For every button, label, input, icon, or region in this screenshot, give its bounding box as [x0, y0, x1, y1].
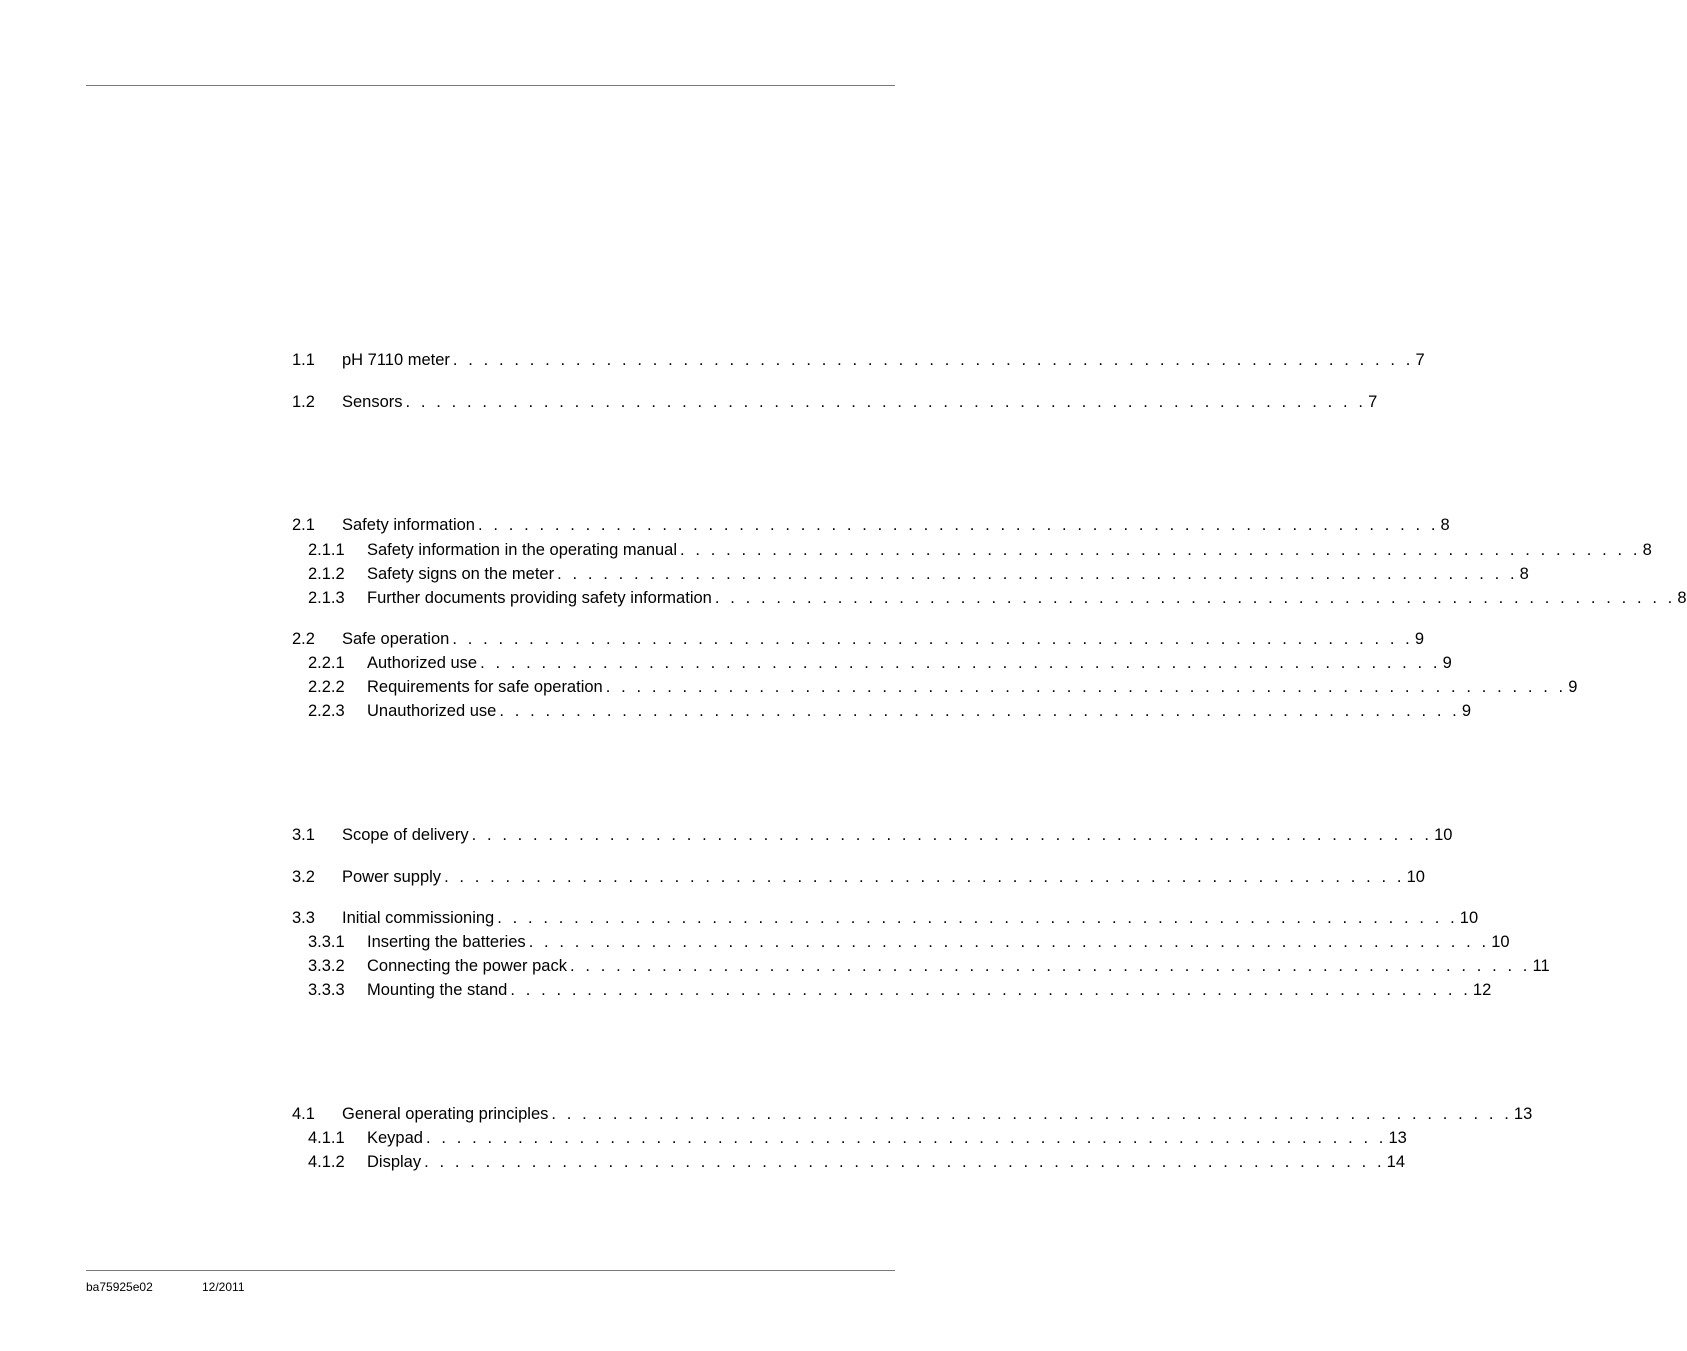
toc-entry-title: Sensors — [342, 393, 403, 411]
toc-entry-number: 2.2.2 — [308, 678, 345, 696]
toc-entry-number: 2.1.1 — [308, 541, 345, 559]
toc-entry-page: 10 — [1459, 909, 1479, 927]
toc-entry[interactable] — [292, 349, 1425, 371]
toc-leader-dots: . . . . . . . . . . . . . . . . . . . . . . . . . . . . . . . . . . . . . . . . . . . . . . . . . . . . . . . . . . . . . . . — [424, 1153, 1385, 1171]
toc-entry-page: 8 — [1519, 565, 1529, 583]
toc-leader-dots: . . . . . . . . . . . . . . . . . . . . . . . . . . . . . . . . . . . . . . . . . . . . . . . . . . . . . . . . . . . . . . . — [557, 565, 1518, 583]
toc-entry-number: 3.3.1 — [308, 933, 345, 951]
toc-entry[interactable] — [292, 1127, 1407, 1149]
toc-entry-title: Safety information — [342, 516, 475, 534]
toc-entry-title: Safety signs on the meter — [367, 565, 555, 583]
toc-entry-page: 11 — [1532, 957, 1550, 975]
toc-entry-title: Further documents providing safety information — [367, 589, 712, 607]
toc-entry[interactable] — [292, 1103, 1533, 1125]
toc-leader-dots: . . . . . . . . . . . . . . . . . . . . . . . . . . . . . . . . . . . . . . . . . . . . . . . . . . . . . . . . . . . . . . . — [425, 1129, 1387, 1147]
toc-entry-number: 3.3.2 — [308, 957, 345, 975]
toc-entry-title: Unauthorized use — [367, 702, 497, 720]
toc-leader-dots: . . . . . . . . . . . . . . . . . . . . . . . . . . . . . . . . . . . . . . . . . . . . . . . . . . . . . . . . . . . . . . . — [680, 541, 1641, 559]
toc-entry-page: 8 — [1642, 541, 1652, 559]
toc-entry-title: Inserting the batteries — [367, 933, 526, 951]
toc-entry[interactable] — [292, 628, 1425, 650]
toc-entry-title: Mounting the stand — [367, 981, 508, 999]
toc-entry-page: 13 — [1513, 1105, 1533, 1123]
toc-entry-title: Authorized use — [367, 654, 478, 672]
toc-entry[interactable] — [292, 676, 1578, 698]
toc-leader-dots: . . . . . . . . . . . . . . . . . . . . . . . . . . . . . . . . . . . . . . . . . . . . . . . . . . . . . . . . . . . . . . . — [551, 1105, 1512, 1123]
toc-leader-dots: . . . . . . . . . . . . . . . . . . . . . . . . . . . . . . . . . . . . . . . . . . . . . . . . . . . . . . . . . . . . . . . — [714, 589, 1676, 607]
toc-entry-title: Scope of delivery — [342, 826, 469, 844]
toc-entry-number: 4.1 — [292, 1105, 315, 1123]
toc-entry-number: 4.1.2 — [308, 1153, 345, 1171]
toc-entry-title: Keypad — [367, 1129, 423, 1147]
toc-entry-page: 8 — [1677, 589, 1687, 607]
toc-entry[interactable] — [292, 391, 1378, 413]
toc-entry-number: 3.1 — [292, 826, 315, 844]
toc-entry-number: 1.2 — [292, 393, 315, 411]
footer-date: 12/2011 — [202, 1280, 245, 1294]
toc-entry-page: 9 — [1461, 702, 1472, 720]
toc-leader-dots: . . . . . . . . . . . . . . . . . . . . . . . . . . . . . . . . . . . . . . . . . . . . . . . . . . . . . . . . . . . . . . . — [480, 654, 1441, 672]
toc-entry[interactable] — [292, 907, 1479, 929]
toc-entry-number: 2.2.1 — [308, 654, 345, 672]
toc-entry-title: pH 7110 meter — [342, 351, 450, 369]
toc-entry-page: 8 — [1440, 516, 1450, 534]
toc-entry-number: 2.1.3 — [308, 589, 345, 607]
toc-entry-page: 10 — [1434, 826, 1453, 844]
toc-entry-title: Initial commissioning — [342, 909, 495, 927]
toc-entry-number: 4.1.1 — [308, 1129, 345, 1147]
toc-entry-page: 14 — [1386, 1153, 1405, 1171]
toc-entry-title: Power supply — [342, 868, 442, 886]
toc-entry-title: Connecting the power pack — [367, 957, 567, 975]
toc-leader-dots: . . . . . . . . . . . . . . . . . . . . . . . . . . . . . . . . . . . . . . . . . . . . . . . . . . . . . . . . . . . . . . . — [444, 868, 1405, 886]
toc-entry-number: 3.2 — [292, 868, 315, 886]
footer-doc-id: ba75925e02 — [86, 1280, 153, 1294]
toc-leader-dots: . . . . . . . . . . . . . . . . . . . . . . . . . . . . . . . . . . . . . . . . . . . . . . . . . . . . . . . . . . . . . . . — [605, 678, 1567, 696]
toc-leader-dots: . . . . . . . . . . . . . . . . . . . . . . . . . . . . . . . . . . . . . . . . . . . . . . . . . . . . . . . . . . . . . . . — [497, 909, 1458, 927]
toc-leader-dots: . . . . . . . . . . . . . . . . . . . . . . . . . . . . . . . . . . . . . . . . . . . . . . . . . . . . . . . . . . . . . . . — [477, 516, 1439, 534]
toc-leader-dots: . . . . . . . . . . . . . . . . . . . . . . . . . . . . . . . . . . . . . . . . . . . . . . . . . . . . . . . . . . . . . . . — [452, 630, 1413, 648]
toc-entry[interactable] — [292, 1151, 1405, 1173]
toc-entry-number: 2.2.3 — [308, 702, 345, 720]
toc-entry-page: 7 — [1415, 351, 1425, 369]
toc-entry[interactable] — [292, 824, 1453, 846]
toc-leader-dots: . . . . . . . . . . . . . . . . . . . . . . . . . . . . . . . . . . . . . . . . . . . . . . . . . . . . . . . . . . . . . . . — [405, 393, 1367, 411]
toc-entry-title: Requirements for safe operation — [367, 678, 603, 696]
toc-entry[interactable] — [292, 652, 1452, 674]
toc-entry[interactable] — [292, 955, 1550, 977]
toc-entry-page: 13 — [1388, 1129, 1407, 1147]
toc-entry-number: 2.1.2 — [308, 565, 345, 583]
toc-entry[interactable] — [292, 563, 1529, 585]
toc-entry-page: 10 — [1491, 933, 1510, 951]
toc-entry-page: 10 — [1406, 868, 1425, 886]
toc-entry-page: 7 — [1368, 393, 1378, 411]
toc-entry[interactable] — [292, 979, 1492, 1001]
toc-leader-dots: . . . . . . . . . . . . . . . . . . . . . . . . . . . . . . . . . . . . . . . . . . . . . . . . . . . . . . . . . . . . . . . — [528, 933, 1490, 951]
toc-entry-page: 9 — [1568, 678, 1578, 696]
toc-leader-dots: . . . . . . . . . . . . . . . . . . . . . . . . . . . . . . . . . . . . . . . . . . . . . . . . . . . . . . . . . . . . . . . — [569, 957, 1531, 975]
toc-entry-title: Safety information in the operating manual — [367, 541, 678, 559]
toc-leader-dots: . . . . . . . . . . . . . . . . . . . . . . . . . . . . . . . . . . . . . . . . . . . . . . . . . . . . . . . . . . . . . . . — [471, 826, 1433, 844]
toc-leader-dots: . . . . . . . . . . . . . . . . . . . . . . . . . . . . . . . . . . . . . . . . . . . . . . . . . . . . . . . . . . . . . . . — [499, 702, 1460, 720]
toc-entry-number: 1.1 — [292, 351, 315, 369]
footer-rule — [86, 1270, 895, 1271]
toc-entry[interactable] — [292, 931, 1510, 953]
toc-entry[interactable] — [292, 539, 1652, 561]
toc-entry-number: 3.3.3 — [308, 981, 345, 999]
toc-entry[interactable] — [292, 700, 1472, 722]
toc-entry[interactable] — [292, 587, 1687, 609]
toc-entry-page: 9 — [1442, 654, 1452, 672]
toc-entry[interactable] — [292, 514, 1450, 536]
toc-entry-number: 3.3 — [292, 909, 315, 927]
toc-leader-dots: . . . . . . . . . . . . . . . . . . . . . . . . . . . . . . . . . . . . . . . . . . . . . . . . . . . . . . . . . . . . . . . — [452, 351, 1414, 369]
toc-entry-title: Display — [367, 1153, 422, 1171]
toc-entry-page: 12 — [1472, 981, 1492, 999]
toc-entry-page: 9 — [1414, 630, 1425, 648]
toc-entry-title: Safe operation — [342, 630, 450, 648]
toc-entry-title: General operating principles — [342, 1105, 549, 1123]
toc-entry-number: 2.1 — [292, 516, 315, 534]
toc-leader-dots: . . . . . . . . . . . . . . . . . . . . . . . . . . . . . . . . . . . . . . . . . . . . . . . . . . . . . . . . . . . . . . . — [510, 981, 1471, 999]
toc-entry[interactable] — [292, 866, 1425, 888]
toc-entry-number: 2.2 — [292, 630, 315, 648]
